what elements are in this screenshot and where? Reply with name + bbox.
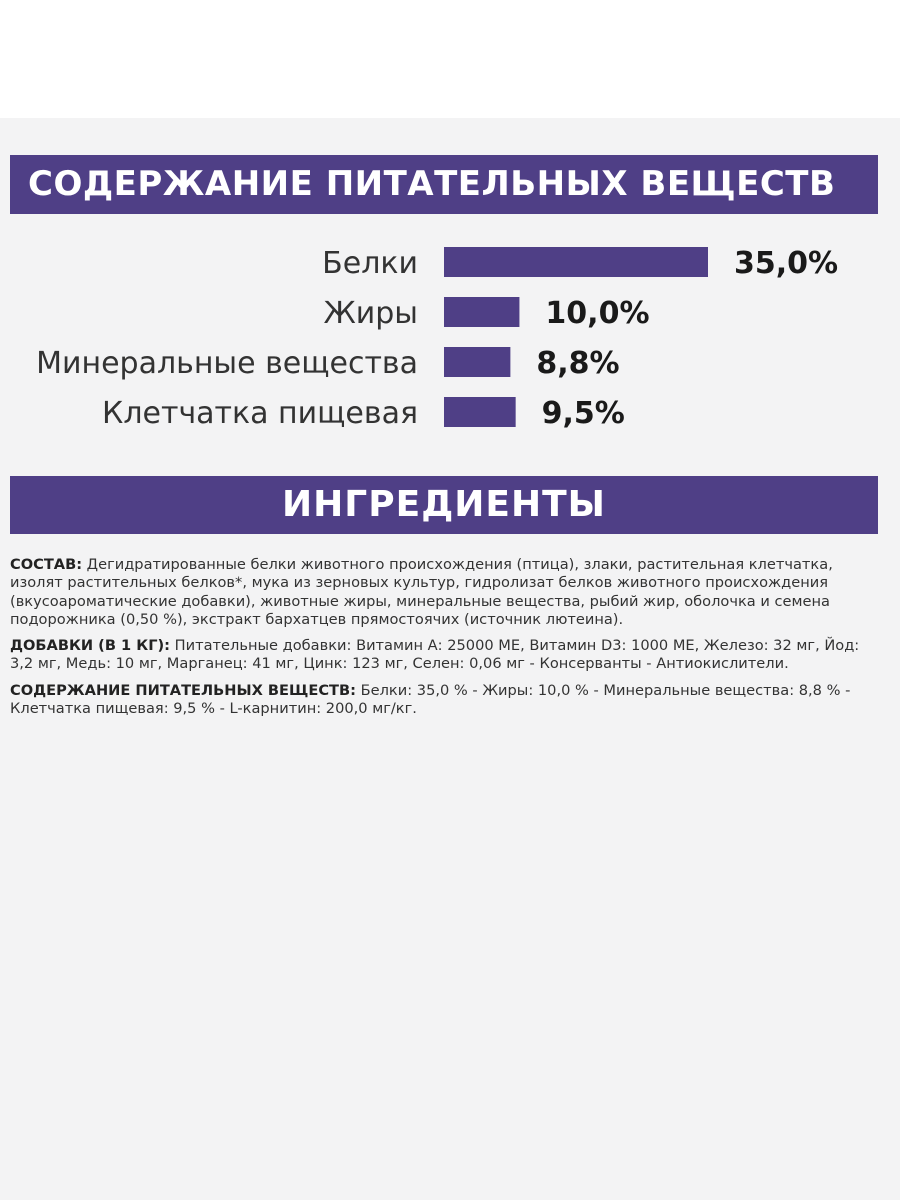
nutrients-bar-chart xyxy=(0,230,900,440)
bar xyxy=(444,247,708,277)
top-margin xyxy=(0,0,900,118)
bar xyxy=(444,297,519,327)
additives-label: ДОБАВКИ (В 1 КГ): xyxy=(10,637,171,655)
nutrients-text: Белки: 35,0 % - Жиры: 10,0 % - Минеральные вещества: 8,8 % - Клетчатка пищевая: 9,5 % - L-карнитин: 200,0 мг/кг. xyxy=(10,681,851,718)
value-label: 8,8% xyxy=(536,346,620,381)
category-label: Жиры xyxy=(323,296,418,331)
bar xyxy=(444,397,516,427)
additives-text: Питательные добавки: Витамин А: 25000 МЕ, Витамин D3: 1000 МЕ, Железо: 32 мг, Йод: 3,2 мг, Медь: 10 мг, Марганец: 41 мг, Цинк: 123 мг, Селен: 0,06 мг - Консерванты - Антиокислители. xyxy=(10,637,860,673)
ingredients-section-title: ИНГРЕДИЕНТЫ xyxy=(10,476,878,534)
category-label: Белки xyxy=(322,246,418,281)
category-label: Минеральные вещества xyxy=(36,346,418,381)
nutrients-section-title: СОДЕРЖАНИЕ ПИТАТЕЛЬНЫХ ВЕЩЕСТВ xyxy=(10,155,878,214)
additives-paragraph xyxy=(10,637,884,674)
nutrients-paragraph xyxy=(10,682,884,719)
ingredients-text-block xyxy=(10,556,884,726)
value-label: 35,0% xyxy=(734,246,839,281)
value-label: 10,0% xyxy=(545,296,650,331)
category-label: Клетчатка пищевая xyxy=(102,396,418,431)
composition-label: СОСТАВ: xyxy=(10,556,83,573)
nutrients-label: СОДЕРЖАНИЕ ПИТАТЕЛЬНЫХ ВЕЩЕСТВ: xyxy=(10,681,356,699)
composition-text: Дегидратированные белки животного происхождения (птица), злаки, растительная клетчатка, изолят растительных белков*, мука из зерновых культур, гидролизат белков животного происхождения (вкусоароматические добавки), животные жиры, минеральные вещества, рыбий жир, оболочка и семена подорожника (0,50 %), экстракт бархатцев прямостоячих (источник лютеина). xyxy=(10,556,833,628)
composition-paragraph xyxy=(10,556,884,629)
bar xyxy=(444,347,510,377)
value-label: 9,5% xyxy=(541,396,625,431)
